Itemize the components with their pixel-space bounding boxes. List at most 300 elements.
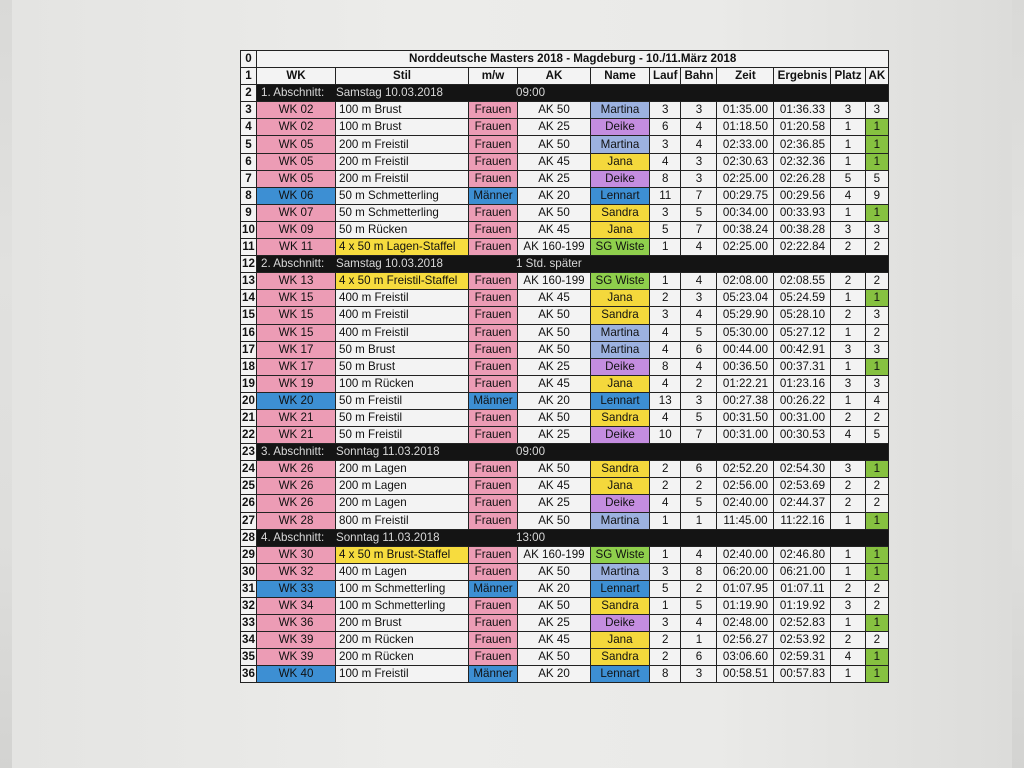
cell-ergebnis: 00:42.91: [774, 341, 831, 358]
table-row: [241, 649, 889, 666]
cell-bahn: 4: [681, 307, 717, 324]
table-row: [241, 221, 889, 238]
cell-stil: 50 m Freistil: [336, 409, 469, 426]
cell-bahn: 5: [681, 324, 717, 341]
cell-wk: WK 09: [257, 221, 336, 238]
cell-lauf: 3: [650, 102, 681, 119]
cell-zeit: 11:45.00: [717, 512, 774, 529]
header-zeit: Zeit: [717, 68, 774, 85]
cell-name: Deike: [591, 358, 650, 375]
table-row: [241, 307, 889, 324]
table-row: [241, 615, 889, 632]
cell-stil: 50 m Schmetterling: [336, 187, 469, 204]
cell-stil: 800 m Freistil: [336, 512, 469, 529]
cell-ak-platz: 1: [865, 204, 889, 221]
cell-zeit: 02:40.00: [717, 495, 774, 512]
cell-stil: 4 x 50 m Lagen-Staffel: [336, 239, 469, 256]
cell-platz: 2: [831, 478, 865, 495]
cell-bahn: 2: [681, 478, 717, 495]
cell-ak-platz: 3: [865, 102, 889, 119]
header-row: [241, 68, 889, 85]
row-number: 28: [241, 529, 257, 546]
cell-lauf: 4: [650, 153, 681, 170]
table-row: [241, 273, 889, 290]
section-row: [241, 444, 889, 461]
cell-ak-platz: 9: [865, 187, 889, 204]
table-row: [241, 204, 889, 221]
cell-zeit: 06:20.00: [717, 563, 774, 580]
cell-name: Deike: [591, 119, 650, 136]
cell-wk: WK 17: [257, 341, 336, 358]
cell-stil: 100 m Freistil: [336, 666, 469, 683]
cell-ergebnis: 02:44.37: [774, 495, 831, 512]
cell-ak: AK 50: [518, 598, 591, 615]
row-number: 36: [241, 666, 257, 683]
row-number: 30: [241, 563, 257, 580]
row-number: 4: [241, 119, 257, 136]
cell-name: Jana: [591, 153, 650, 170]
section-bar: [257, 256, 889, 273]
cell-platz: 1: [831, 512, 865, 529]
table-row: [241, 427, 889, 444]
cell-bahn: 5: [681, 598, 717, 615]
cell-zeit: 02:30.63: [717, 153, 774, 170]
cell-bahn: 7: [681, 221, 717, 238]
cell-lauf: 3: [650, 204, 681, 221]
cell-wk: WK 26: [257, 478, 336, 495]
table-row: [241, 375, 889, 392]
row-number: 20: [241, 392, 257, 409]
cell-mw: Frauen: [469, 221, 518, 238]
cell-stil: 200 m Rücken: [336, 632, 469, 649]
cell-zeit: 02:25.00: [717, 239, 774, 256]
cell-stil: 50 m Schmetterling: [336, 204, 469, 221]
cell-wk: WK 30: [257, 546, 336, 563]
cell-lauf: 4: [650, 375, 681, 392]
cell-name: Sandra: [591, 598, 650, 615]
section-bar: [257, 444, 889, 461]
cell-wk: WK 39: [257, 649, 336, 666]
row-number: 16: [241, 324, 257, 341]
cell-ak: AK 50: [518, 409, 591, 426]
row-number: 7: [241, 170, 257, 187]
row-number: 12: [241, 256, 257, 273]
header-name: Name: [591, 68, 650, 85]
table-row: [241, 136, 889, 153]
cell-wk: WK 39: [257, 632, 336, 649]
cell-ergebnis: 00:31.00: [774, 409, 831, 426]
cell-lauf: 11: [650, 187, 681, 204]
table-row: [241, 119, 889, 136]
cell-stil: 200 m Freistil: [336, 136, 469, 153]
cell-lauf: 5: [650, 580, 681, 597]
cell-bahn: 6: [681, 461, 717, 478]
cell-platz: 1: [831, 324, 865, 341]
cell-lauf: 1: [650, 239, 681, 256]
cell-ergebnis: 01:20.58: [774, 119, 831, 136]
cell-platz: 1: [831, 615, 865, 632]
cell-bahn: 6: [681, 341, 717, 358]
cell-zeit: 05:29.90: [717, 307, 774, 324]
results-table: [240, 50, 889, 683]
row-number: 26: [241, 495, 257, 512]
cell-ak-platz: 1: [865, 546, 889, 563]
cell-ak: AK 50: [518, 341, 591, 358]
cell-mw: Frauen: [469, 478, 518, 495]
cell-mw: Männer: [469, 666, 518, 683]
cell-mw: Frauen: [469, 512, 518, 529]
row-number: 0: [241, 51, 257, 68]
cell-wk: WK 40: [257, 666, 336, 683]
cell-ergebnis: 05:27.12: [774, 324, 831, 341]
cell-ak: AK 45: [518, 632, 591, 649]
cell-platz: 1: [831, 666, 865, 683]
row-number: 18: [241, 358, 257, 375]
cell-ak-platz: 2: [865, 495, 889, 512]
cell-wk: WK 15: [257, 290, 336, 307]
cell-bahn: 7: [681, 187, 717, 204]
cell-ak: AK 20: [518, 580, 591, 597]
cell-stil: 400 m Freistil: [336, 290, 469, 307]
cell-lauf: 4: [650, 341, 681, 358]
cell-ak: AK 20: [518, 666, 591, 683]
cell-ak-platz: 2: [865, 580, 889, 597]
cell-ak: AK 25: [518, 170, 591, 187]
row-number: 27: [241, 512, 257, 529]
cell-name: Deike: [591, 495, 650, 512]
cell-ak-platz: 1: [865, 461, 889, 478]
cell-platz: 1: [831, 392, 865, 409]
cell-ergebnis: 02:54.30: [774, 461, 831, 478]
cell-bahn: 8: [681, 563, 717, 580]
cell-mw: Frauen: [469, 615, 518, 632]
cell-ak: AK 25: [518, 119, 591, 136]
cell-name: Sandra: [591, 204, 650, 221]
cell-ergebnis: 01:23.16: [774, 375, 831, 392]
cell-mw: Frauen: [469, 273, 518, 290]
cell-ergebnis: 02:08.55: [774, 273, 831, 290]
cell-wk: WK 13: [257, 273, 336, 290]
row-number: 24: [241, 461, 257, 478]
cell-ak-platz: 1: [865, 615, 889, 632]
cell-bahn: 5: [681, 495, 717, 512]
cell-platz: 4: [831, 427, 865, 444]
table-row: [241, 102, 889, 119]
table-row: [241, 478, 889, 495]
cell-wk: WK 11: [257, 239, 336, 256]
cell-name: SG Wiste: [591, 546, 650, 563]
cell-lauf: 13: [650, 392, 681, 409]
cell-ergebnis: 00:37.31: [774, 358, 831, 375]
row-number: 5: [241, 136, 257, 153]
cell-wk: WK 21: [257, 409, 336, 426]
cell-zeit: 02:52.20: [717, 461, 774, 478]
cell-mw: Frauen: [469, 102, 518, 119]
row-number: 1: [241, 68, 257, 85]
cell-zeit: 00:31.50: [717, 409, 774, 426]
cell-stil: 4 x 50 m Brust-Staffel: [336, 546, 469, 563]
cell-wk: WK 33: [257, 580, 336, 597]
cell-ergebnis: 02:22.84: [774, 239, 831, 256]
cell-mw: Frauen: [469, 324, 518, 341]
cell-stil: 200 m Rücken: [336, 649, 469, 666]
row-number: 25: [241, 478, 257, 495]
cell-lauf: 2: [650, 290, 681, 307]
cell-ak: AK 50: [518, 461, 591, 478]
cell-platz: 2: [831, 307, 865, 324]
cell-bahn: 2: [681, 580, 717, 597]
cell-ak: AK 25: [518, 495, 591, 512]
cell-bahn: 4: [681, 358, 717, 375]
cell-wk: WK 15: [257, 324, 336, 341]
cell-platz: 1: [831, 290, 865, 307]
cell-ak: AK 25: [518, 358, 591, 375]
header-stil: Stil: [336, 68, 469, 85]
cell-mw: Frauen: [469, 409, 518, 426]
cell-ak-platz: 1: [865, 666, 889, 683]
section-day: Samstag 10.03.2018: [336, 86, 443, 100]
cell-wk: WK 20: [257, 392, 336, 409]
cell-ak-platz: 3: [865, 341, 889, 358]
cell-stil: 200 m Lagen: [336, 461, 469, 478]
cell-platz: 3: [831, 461, 865, 478]
row-number: 34: [241, 632, 257, 649]
section-day: Sonntag 11.03.2018: [336, 445, 440, 459]
cell-lauf: 2: [650, 649, 681, 666]
section-day: Sonntag 11.03.2018: [336, 530, 440, 544]
cell-mw: Frauen: [469, 495, 518, 512]
cell-lauf: 2: [650, 632, 681, 649]
row-number: 13: [241, 273, 257, 290]
table-title: Norddeutsche Masters 2018 - Magdeburg - 10./11.März 2018: [257, 51, 889, 68]
cell-bahn: 4: [681, 136, 717, 153]
cell-name: Sandra: [591, 461, 650, 478]
header-platz: Platz: [831, 68, 865, 85]
cell-lauf: 5: [650, 221, 681, 238]
table-row: [241, 409, 889, 426]
cell-mw: Frauen: [469, 358, 518, 375]
cell-ak-platz: 1: [865, 290, 889, 307]
cell-mw: Frauen: [469, 307, 518, 324]
section-label: 3. Abschnitt:: [261, 445, 325, 459]
cell-ak-platz: 3: [865, 307, 889, 324]
cell-stil: 100 m Schmetterling: [336, 580, 469, 597]
cell-mw: Männer: [469, 187, 518, 204]
cell-zeit: 00:58.51: [717, 666, 774, 683]
row-number: 9: [241, 204, 257, 221]
cell-mw: Frauen: [469, 341, 518, 358]
section-time: 1 Std. später: [516, 257, 582, 271]
cell-ak-platz: 1: [865, 649, 889, 666]
cell-ak-platz: 1: [865, 512, 889, 529]
cell-wk: WK 28: [257, 512, 336, 529]
cell-platz: 1: [831, 119, 865, 136]
cell-ak-platz: 2: [865, 598, 889, 615]
cell-zeit: 02:56.00: [717, 478, 774, 495]
table-row: [241, 546, 889, 563]
cell-ak: AK 20: [518, 187, 591, 204]
cell-ak-platz: 3: [865, 375, 889, 392]
cell-platz: 4: [831, 187, 865, 204]
cell-bahn: 1: [681, 632, 717, 649]
table-body: [241, 51, 889, 683]
row-number: 17: [241, 341, 257, 358]
cell-lauf: 8: [650, 358, 681, 375]
cell-ergebnis: 01:36.33: [774, 102, 831, 119]
cell-ak: AK 50: [518, 324, 591, 341]
cell-name: Deike: [591, 170, 650, 187]
table-row: [241, 358, 889, 375]
cell-ak: AK 25: [518, 427, 591, 444]
cell-ergebnis: 05:28.10: [774, 307, 831, 324]
cell-ak-platz: 4: [865, 392, 889, 409]
table-row: [241, 153, 889, 170]
cell-stil: 400 m Freistil: [336, 307, 469, 324]
table-row: [241, 341, 889, 358]
cell-zeit: 01:07.95: [717, 580, 774, 597]
cell-stil: 200 m Brust: [336, 615, 469, 632]
header-bahn: Bahn: [681, 68, 717, 85]
cell-ak-platz: 2: [865, 478, 889, 495]
table-row: [241, 563, 889, 580]
cell-bahn: 6: [681, 649, 717, 666]
row-number: 22: [241, 427, 257, 444]
cell-zeit: 02:25.00: [717, 170, 774, 187]
cell-lauf: 4: [650, 324, 681, 341]
cell-stil: 100 m Schmetterling: [336, 598, 469, 615]
cell-ergebnis: 02:53.69: [774, 478, 831, 495]
section-bar: [257, 85, 889, 102]
cell-wk: WK 26: [257, 461, 336, 478]
cell-bahn: 3: [681, 153, 717, 170]
section-time: 13:00: [516, 530, 546, 544]
cell-zeit: 05:23.04: [717, 290, 774, 307]
section-row: [241, 529, 889, 546]
cell-bahn: 3: [681, 170, 717, 187]
cell-ak: AK 45: [518, 221, 591, 238]
cell-stil: 100 m Brust: [336, 119, 469, 136]
cell-ergebnis: 02:32.36: [774, 153, 831, 170]
cell-bahn: 5: [681, 204, 717, 221]
row-number: 8: [241, 187, 257, 204]
cell-ergebnis: 00:38.28: [774, 221, 831, 238]
row-number: 19: [241, 375, 257, 392]
cell-zeit: 00:34.00: [717, 204, 774, 221]
row-number: 35: [241, 649, 257, 666]
cell-bahn: 4: [681, 273, 717, 290]
cell-name: Lennart: [591, 187, 650, 204]
paper-sheet: [12, 0, 1012, 768]
cell-stil: 50 m Brust: [336, 341, 469, 358]
cell-zeit: 00:36.50: [717, 358, 774, 375]
cell-lauf: 1: [650, 512, 681, 529]
cell-stil: 50 m Freistil: [336, 427, 469, 444]
cell-lauf: 1: [650, 273, 681, 290]
row-number: 21: [241, 409, 257, 426]
row-number: 14: [241, 290, 257, 307]
cell-zeit: 02:33.00: [717, 136, 774, 153]
row-number: 32: [241, 598, 257, 615]
cell-bahn: 3: [681, 102, 717, 119]
cell-platz: 1: [831, 358, 865, 375]
cell-platz: 2: [831, 239, 865, 256]
cell-mw: Frauen: [469, 546, 518, 563]
cell-platz: 1: [831, 153, 865, 170]
cell-wk: WK 17: [257, 358, 336, 375]
row-number: 6: [241, 153, 257, 170]
cell-name: Sandra: [591, 409, 650, 426]
cell-ak-platz: 2: [865, 273, 889, 290]
cell-platz: 3: [831, 598, 865, 615]
cell-platz: 3: [831, 375, 865, 392]
cell-ak: AK 50: [518, 204, 591, 221]
cell-zeit: 02:08.00: [717, 273, 774, 290]
cell-lauf: 3: [650, 136, 681, 153]
table-row: [241, 290, 889, 307]
table-row: [241, 580, 889, 597]
cell-stil: 50 m Brust: [336, 358, 469, 375]
header-ak-platz: AK: [865, 68, 889, 85]
cell-mw: Frauen: [469, 119, 518, 136]
cell-ak-platz: 1: [865, 563, 889, 580]
cell-lauf: 2: [650, 461, 681, 478]
cell-name: Martina: [591, 136, 650, 153]
cell-stil: 200 m Freistil: [336, 153, 469, 170]
cell-ak: AK 50: [518, 512, 591, 529]
cell-ergebnis: 02:36.85: [774, 136, 831, 153]
cell-mw: Frauen: [469, 136, 518, 153]
cell-ak-platz: 5: [865, 427, 889, 444]
cell-platz: 2: [831, 409, 865, 426]
cell-lauf: 1: [650, 598, 681, 615]
cell-ak-platz: 2: [865, 632, 889, 649]
cell-mw: Frauen: [469, 649, 518, 666]
cell-name: Martina: [591, 512, 650, 529]
cell-ak: AK 50: [518, 307, 591, 324]
cell-platz: 1: [831, 546, 865, 563]
cell-bahn: 7: [681, 427, 717, 444]
header-ergebnis: Ergebnis: [774, 68, 831, 85]
row-number: 31: [241, 580, 257, 597]
cell-name: Martina: [591, 341, 650, 358]
section-time: 09:00: [516, 86, 546, 100]
cell-mw: Männer: [469, 580, 518, 597]
cell-mw: Frauen: [469, 153, 518, 170]
cell-ak: AK 160-199: [518, 546, 591, 563]
cell-wk: WK 05: [257, 136, 336, 153]
cell-lauf: 8: [650, 666, 681, 683]
cell-zeit: 01:18.50: [717, 119, 774, 136]
cell-zeit: 01:19.90: [717, 598, 774, 615]
table-row: [241, 598, 889, 615]
table-row: [241, 461, 889, 478]
cell-ergebnis: 01:07.11: [774, 580, 831, 597]
table-row: [241, 495, 889, 512]
cell-ergebnis: 01:19.92: [774, 598, 831, 615]
cell-ergebnis: 05:24.59: [774, 290, 831, 307]
cell-ak-platz: 1: [865, 153, 889, 170]
cell-wk: WK 06: [257, 187, 336, 204]
cell-bahn: 2: [681, 375, 717, 392]
cell-name: Sandra: [591, 649, 650, 666]
row-number: 23: [241, 444, 257, 461]
cell-mw: Frauen: [469, 563, 518, 580]
cell-ak: AK 50: [518, 563, 591, 580]
cell-name: Martina: [591, 563, 650, 580]
cell-wk: WK 05: [257, 170, 336, 187]
cell-mw: Frauen: [469, 204, 518, 221]
cell-mw: Frauen: [469, 239, 518, 256]
